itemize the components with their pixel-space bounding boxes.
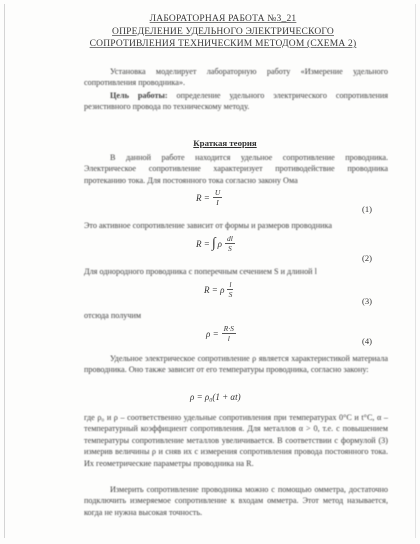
theory-paragraph-2: Это активное сопротивление зависит от формы и размеров проводника xyxy=(84,221,332,230)
equation-2-number: (2) xyxy=(362,253,372,263)
equation-4-number: (4) xyxy=(362,336,372,346)
goal-paragraph xyxy=(84,90,388,113)
equation-2-numerator: dl xyxy=(227,234,233,243)
equation-5: ρ = ρ₀(1 + αt) xyxy=(190,392,241,402)
equation-1-fraction xyxy=(213,188,222,207)
equation-1-number: (1) xyxy=(362,204,372,214)
equation-1-denominator: I xyxy=(216,198,219,207)
equation-4-numerator: R·S xyxy=(223,324,234,333)
title-line-3: СОПРОТИВЛЕНИЯ ТЕХНИЧЕСКИМ МЕТОДОМ (СХЕМА 2) xyxy=(89,39,357,49)
equation-2 xyxy=(196,234,235,253)
equation-4 xyxy=(206,324,236,343)
equation-3-lhs: R = ρ xyxy=(204,284,225,295)
theory-paragraph-6: где ρ₀ и ρ – соответственно удельные сопротивления при температурах 0°С и t°С, α – температурный коэффициент сопротивления. Для металлов α > 0, т.е. с повышением температуры сопротивление металлов увеличивается. В соответствии с формулой (3) измерив величины ρ и сняв их с измерения сопротивления провода постоянного тока. Их геометрические параметры проводника на R. xyxy=(84,413,388,468)
equation-3-fraction xyxy=(227,280,233,299)
equation-3-number: (3) xyxy=(362,296,372,306)
theory-heading: Краткая теория xyxy=(193,138,257,148)
equation-1-numerator: U xyxy=(214,188,221,197)
theory-paragraph-1: В данной работе находится удельное сопротивление проводника. Электрическое сопротивление характеризует противодействие проводника протеканию тока. Для постоянного тока согласно закону Ома xyxy=(84,153,388,185)
equation-3-numerator: l xyxy=(229,280,232,289)
document-title xyxy=(80,13,366,51)
equation-2-fraction xyxy=(225,234,235,253)
equation-4-lhs: ρ = xyxy=(206,328,219,339)
equation-2-denominator: S xyxy=(228,244,232,253)
title-line-1: ЛАБОРАТОРНАЯ РАБОТА №3_21 xyxy=(149,14,297,24)
equation-2-rho: ρ xyxy=(217,238,222,249)
integral-symbol: ∫ xyxy=(211,235,216,251)
equation-4-fraction xyxy=(222,324,236,343)
intro-paragraph: Установка моделирует лабораторную работу «Измерение удельного сопротивления проводника». xyxy=(84,67,388,88)
equation-1 xyxy=(196,188,222,207)
equation-1-lhs: R = xyxy=(196,192,210,203)
equation-3 xyxy=(204,280,233,299)
title-line-2: ОПРЕДЕЛЕНИЕ УДЕЛЬНОГО ЭЛЕКТРИЧЕСКОГО xyxy=(112,26,334,37)
goal-text: определение удельного электрического сопротивления резистивного провода по техническому методу. xyxy=(84,91,388,112)
theory-paragraph-5: Удельное электрическое сопротивление ρ является характеристикой материала проводника. Оно также зависит от его температуры проводника, согласно закону: xyxy=(84,354,388,375)
equation-3-denominator: S xyxy=(228,290,233,299)
theory-paragraph-3: Для однородного проводника с поперечным сечением S и длиной l xyxy=(84,267,317,276)
equation-4-denominator: l xyxy=(227,334,230,343)
goal-label: Цель работы: xyxy=(110,91,168,100)
theory-paragraph-4: отсюда получим xyxy=(84,311,142,320)
theory-paragraph-7: Измерить сопротивление проводника можно с помощью омметра, достаточно подключить измеряемое сопротивление к входам омметра. Этот метод называется, когда не нужна высокая точность. xyxy=(84,485,388,517)
equation-2-lhs: R = xyxy=(196,238,210,249)
